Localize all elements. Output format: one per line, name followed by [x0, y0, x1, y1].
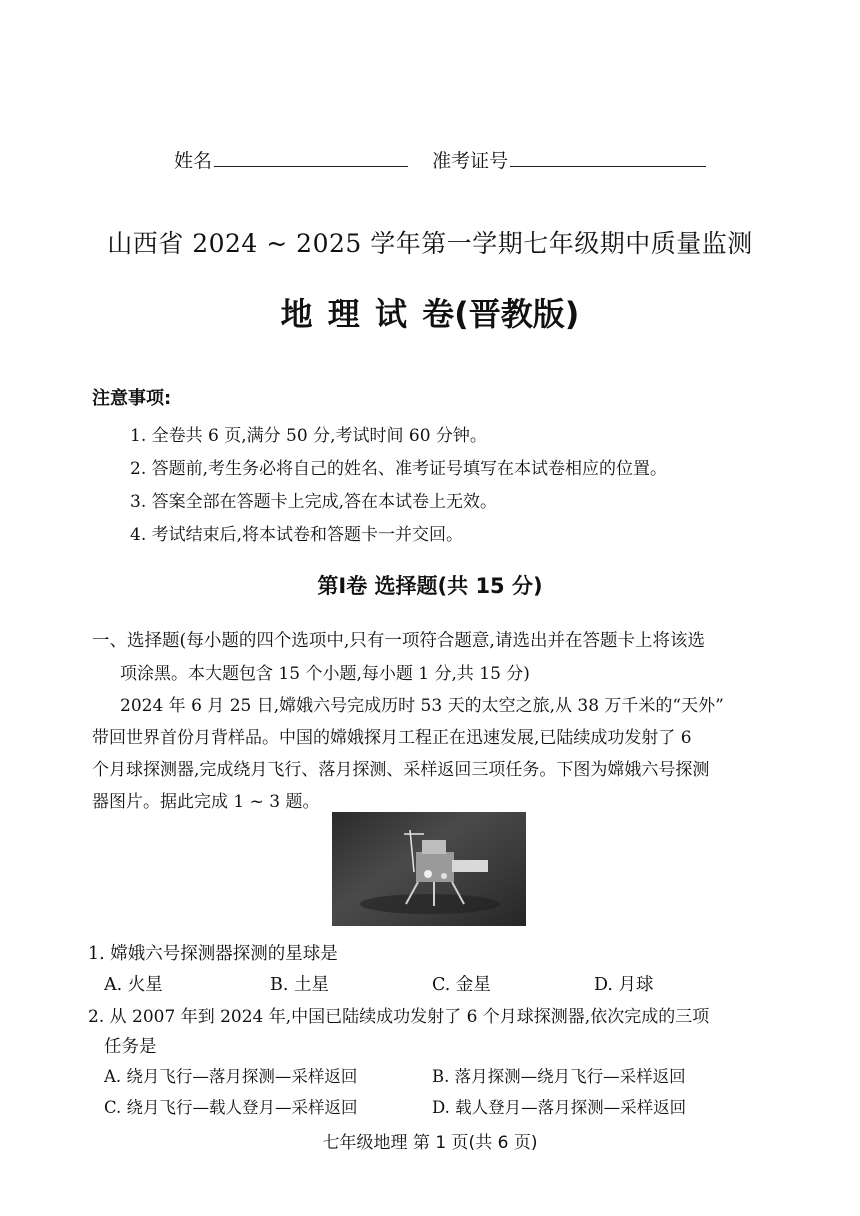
- passage-line: 带回世界首份月背样品。中国的嫦娥探月工程正在迅速发展,已陆续成功发射了 6: [92, 728, 692, 748]
- note-item: 4. 考试结束后,将本试卷和答题卡一并交回。: [130, 525, 464, 545]
- lander-illustration: [332, 812, 526, 926]
- exam-title: 山西省 2024 ~ 2025 学年第一学期七年级期中质量监测: [107, 229, 753, 258]
- instructions-line: 项涂黑。本大题包含 15 个小题,每小题 1 分,共 15 分): [120, 664, 530, 684]
- note-item: 3. 答案全部在答题卡上完成,答在本试卷上无效。: [130, 492, 498, 512]
- note-item: 2. 答题前,考生务必将自己的姓名、准考证号填写在本试卷相应的位置。: [130, 459, 668, 479]
- question-stem: 2. 从 2007 年到 2024 年,中国已陆续成功发射了 6 个月球探测器,依次完成的三项: [88, 1007, 710, 1027]
- question-option: A. 火星: [104, 975, 163, 995]
- question-option: C. 绕月飞行—载人登月—采样返回: [104, 1098, 358, 1117]
- passage-line: 器图片。据此完成 1 ~ 3 题。: [92, 792, 320, 812]
- note-item: 1. 全卷共 6 页,满分 50 分,考试时间 60 分钟。: [130, 426, 487, 446]
- question-option: A. 绕月飞行—落月探测—采样返回: [104, 1067, 358, 1086]
- question-option: B. 落月探测—绕月飞行—采样返回: [432, 1067, 686, 1086]
- name-blank-line: [214, 148, 408, 167]
- passage-line: 个月球探测器,完成绕月飞行、落月探测、采样返回三项任务。下图为嫦娥六号探测: [92, 760, 710, 780]
- question-stem: 1. 嫦娥六号探测器探测的星球是: [88, 944, 338, 964]
- question-option: C. 金星: [432, 975, 491, 995]
- page-footer: 七年级地理 第 1 页(共 6 页): [322, 1133, 538, 1153]
- name-label: 姓名: [174, 150, 213, 172]
- question-option: D. 载人登月—落月探测—采样返回: [432, 1098, 687, 1117]
- exam-id-blank-line: [510, 148, 706, 167]
- instructions-line: 一、选择题(每小题的四个选项中,只有一项符合题意,请选出并在答题卡上将该选: [92, 631, 705, 651]
- section-title: 第Ⅰ卷 选择题(共 15 分): [317, 574, 543, 598]
- notes-heading: 注意事项:: [92, 388, 172, 409]
- question-option: B. 土星: [270, 975, 329, 995]
- exam-id-label: 准考证号: [432, 150, 509, 172]
- exam-subject-title: 地 理 试 卷(晋教版): [280, 295, 580, 333]
- lunar-probe-photo: [332, 812, 526, 926]
- question-stem-continued: 任务是: [104, 1037, 157, 1057]
- passage-line: 2024 年 6 月 25 日,嫦娥六号完成历时 53 天的太空之旅,从 38 万千米的“天外”: [120, 696, 724, 716]
- student-info-row: [174, 146, 706, 173]
- question-option: D. 月球: [594, 975, 654, 995]
